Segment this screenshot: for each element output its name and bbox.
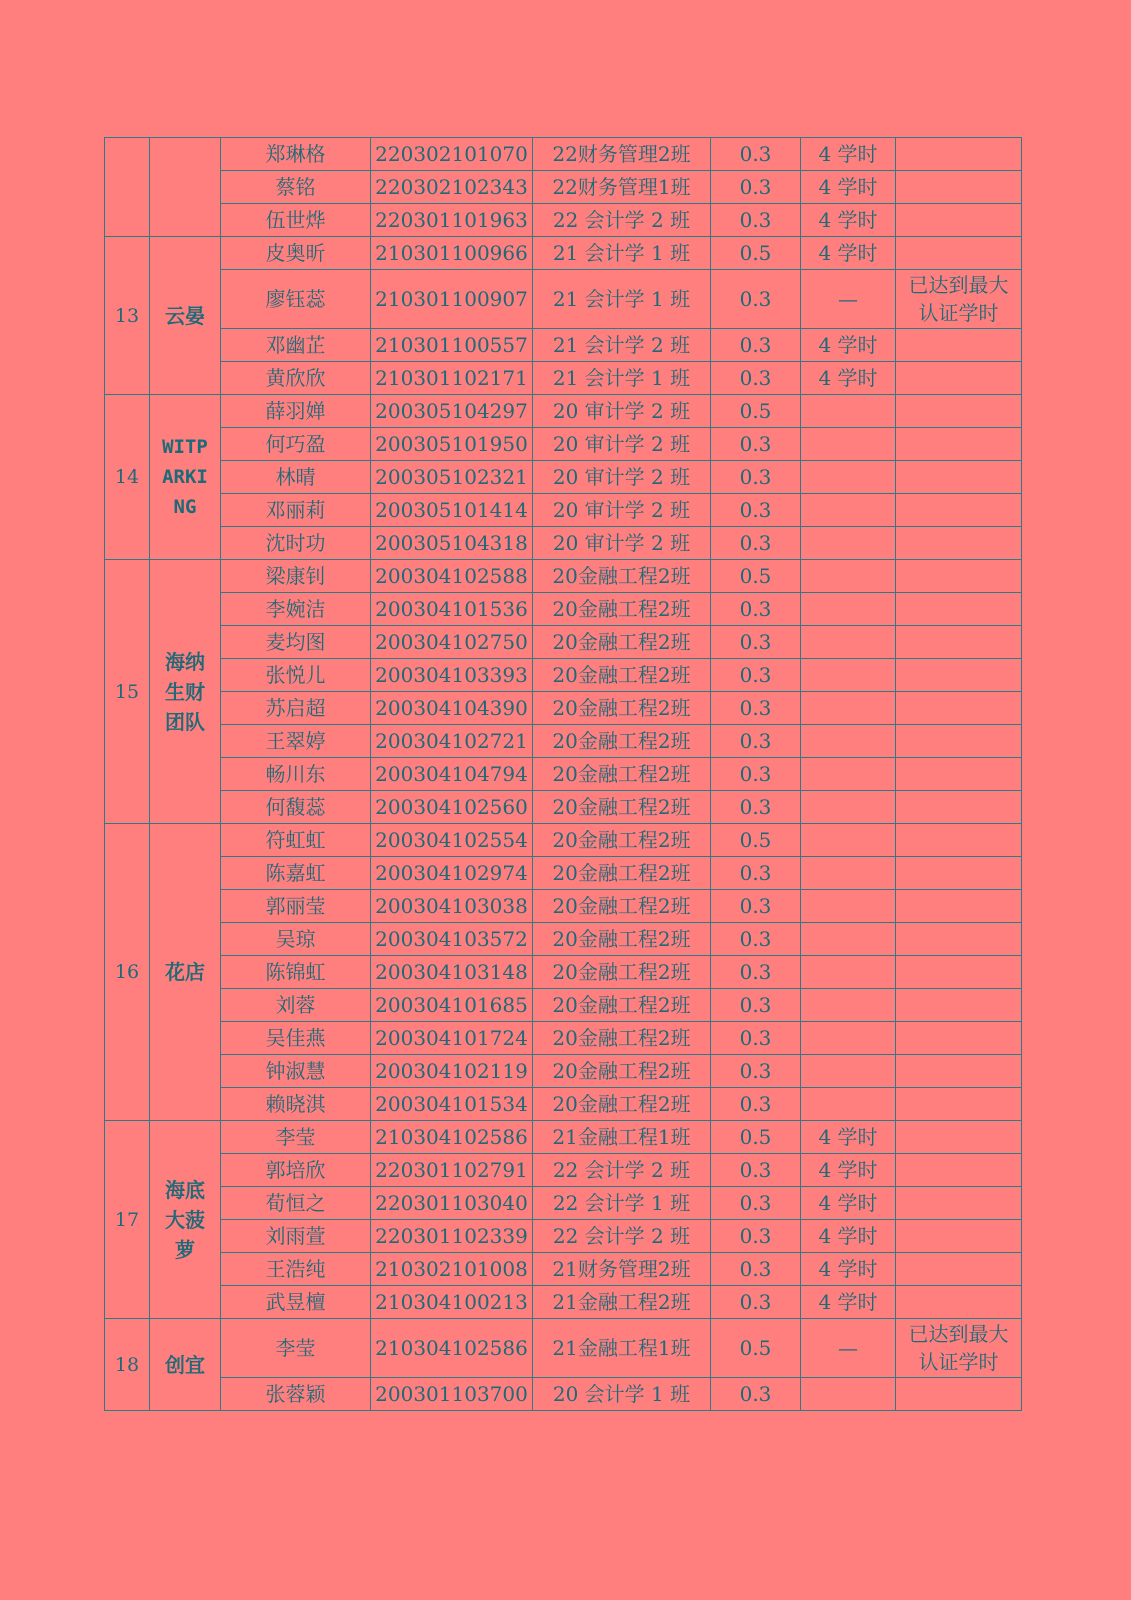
group-number: 15: [105, 560, 150, 824]
member-name: 黄欣欣: [221, 362, 371, 395]
member-name: 张蓉颖: [221, 1378, 371, 1411]
group-number: 18: [105, 1319, 150, 1411]
remark: [896, 791, 1022, 824]
table-row: [105, 659, 1022, 692]
member-name: 邓幽芷: [221, 329, 371, 362]
credit-hours: [801, 494, 896, 527]
group-number: 17: [105, 1121, 150, 1319]
credit-hours: [801, 560, 896, 593]
table-row: [105, 1187, 1022, 1220]
student-id: 200304104390: [371, 692, 533, 725]
student-id: 200304102721: [371, 725, 533, 758]
remark: [896, 171, 1022, 204]
student-id: 200304102119: [371, 1055, 533, 1088]
score-value: 0.3: [711, 270, 801, 329]
class-name: 20金融工程2班: [533, 593, 711, 626]
table-row: [105, 527, 1022, 560]
table-row: [105, 890, 1022, 923]
remark: [896, 857, 1022, 890]
table-row: [105, 1154, 1022, 1187]
score-value: 0.3: [711, 956, 801, 989]
roster-table: [104, 137, 1022, 1411]
class-name: 20金融工程2班: [533, 725, 711, 758]
credit-hours: [801, 1055, 896, 1088]
student-id: 210304100213: [371, 1286, 533, 1319]
member-name: 皮奥昕: [221, 237, 371, 270]
credit-hours: 4 学时: [801, 138, 896, 171]
credit-hours: [801, 1378, 896, 1411]
class-name: 20金融工程2班: [533, 791, 711, 824]
score-value: 0.3: [711, 692, 801, 725]
score-value: 0.3: [711, 626, 801, 659]
member-name: 陈嘉虹: [221, 857, 371, 890]
score-value: 0.5: [711, 237, 801, 270]
table-row: [105, 329, 1022, 362]
table-row: [105, 791, 1022, 824]
student-id: 200304102554: [371, 824, 533, 857]
credit-hours: [801, 1088, 896, 1121]
student-id: 220301103040: [371, 1187, 533, 1220]
score-value: 0.3: [711, 171, 801, 204]
student-id: 200304102750: [371, 626, 533, 659]
member-name: 薛羽婵: [221, 395, 371, 428]
class-name: 22财务管理1班: [533, 171, 711, 204]
score-value: 0.3: [711, 461, 801, 494]
score-value: 0.3: [711, 791, 801, 824]
member-name: 麦均图: [221, 626, 371, 659]
class-name: 20金融工程2班: [533, 824, 711, 857]
student-id: 200304101534: [371, 1088, 533, 1121]
score-value: 0.3: [711, 593, 801, 626]
credit-hours: [801, 725, 896, 758]
score-value: 0.3: [711, 527, 801, 560]
score-value: 0.5: [711, 395, 801, 428]
student-id: 210304102586: [371, 1121, 533, 1154]
student-id: 200304101685: [371, 989, 533, 1022]
credit-hours: [801, 428, 896, 461]
member-name: 符虹虹: [221, 824, 371, 857]
class-name: 20金融工程2班: [533, 758, 711, 791]
remark: [896, 758, 1022, 791]
remark: [896, 237, 1022, 270]
class-name: 20金融工程2班: [533, 1055, 711, 1088]
member-name: 苏启超: [221, 692, 371, 725]
remark: [896, 923, 1022, 956]
class-name: 20金融工程2班: [533, 857, 711, 890]
credit-hours: 4 学时: [801, 1220, 896, 1253]
group-number: 16: [105, 824, 150, 1121]
student-id: 220301102339: [371, 1220, 533, 1253]
class-name: 22 会计学 2 班: [533, 1220, 711, 1253]
class-name: 20 审计学 2 班: [533, 461, 711, 494]
credit-hours: 4 学时: [801, 204, 896, 237]
table-row: [105, 593, 1022, 626]
score-value: 0.3: [711, 857, 801, 890]
score-value: 0.3: [711, 1378, 801, 1411]
score-value: 0.3: [711, 1154, 801, 1187]
member-name: 何馥蕊: [221, 791, 371, 824]
student-id: 200305101950: [371, 428, 533, 461]
table-row: [105, 395, 1022, 428]
member-name: 李莹: [221, 1319, 371, 1378]
class-name: 22 会计学 1 班: [533, 1187, 711, 1220]
member-name: 王浩纯: [221, 1253, 371, 1286]
score-value: 0.3: [711, 1286, 801, 1319]
member-name: 郭丽莹: [221, 890, 371, 923]
student-id: 200305104297: [371, 395, 533, 428]
table-row: [105, 1022, 1022, 1055]
table-row: [105, 237, 1022, 270]
team-name: 创宜: [150, 1319, 221, 1411]
class-name: 20金融工程2班: [533, 923, 711, 956]
score-value: 0.3: [711, 362, 801, 395]
class-name: 20 审计学 2 班: [533, 428, 711, 461]
credit-hours: 4 学时: [801, 1187, 896, 1220]
remark: [896, 329, 1022, 362]
score-value: 0.3: [711, 1253, 801, 1286]
student-id: 200304103038: [371, 890, 533, 923]
table-row: [105, 956, 1022, 989]
credit-hours: 4 学时: [801, 1253, 896, 1286]
team-name: 云晏: [150, 237, 221, 395]
score-value: 0.3: [711, 138, 801, 171]
class-name: 21金融工程1班: [533, 1319, 711, 1378]
score-value: 0.3: [711, 428, 801, 461]
credit-hours: —: [801, 1319, 896, 1378]
team-name: 海纳生财团队: [150, 560, 221, 824]
remark: [896, 204, 1022, 237]
student-id: 210301100557: [371, 329, 533, 362]
score-value: 0.3: [711, 758, 801, 791]
class-name: 21 会计学 2 班: [533, 329, 711, 362]
table-row: [105, 923, 1022, 956]
remark: [896, 1055, 1022, 1088]
member-name: 何巧盈: [221, 428, 371, 461]
student-id: 220301102791: [371, 1154, 533, 1187]
table-row: [105, 461, 1022, 494]
class-name: 20金融工程2班: [533, 890, 711, 923]
student-id: 210301100966: [371, 237, 533, 270]
credit-hours: [801, 923, 896, 956]
remark: 已达到最大认证学时: [896, 1319, 1022, 1378]
table-row: [105, 1220, 1022, 1253]
member-name: 钟淑慧: [221, 1055, 371, 1088]
score-value: 0.3: [711, 494, 801, 527]
member-name: 郭培欣: [221, 1154, 371, 1187]
student-id: 210302101008: [371, 1253, 533, 1286]
student-id: 220302102343: [371, 171, 533, 204]
table-row: [105, 725, 1022, 758]
member-name: 李婉洁: [221, 593, 371, 626]
remark: [896, 395, 1022, 428]
class-name: 20金融工程2班: [533, 1022, 711, 1055]
team-name: 花店: [150, 824, 221, 1121]
score-value: 0.3: [711, 1088, 801, 1121]
score-value: 0.3: [711, 890, 801, 923]
student-id: 220302101070: [371, 138, 533, 171]
remark: [896, 1121, 1022, 1154]
class-name: 20金融工程2班: [533, 989, 711, 1022]
class-name: 22财务管理2班: [533, 138, 711, 171]
member-name: 吴琼: [221, 923, 371, 956]
remark: [896, 428, 1022, 461]
score-value: 0.5: [711, 1319, 801, 1378]
credit-hours: 4 学时: [801, 237, 896, 270]
student-id: 200304101724: [371, 1022, 533, 1055]
table-row: [105, 362, 1022, 395]
credit-hours: [801, 461, 896, 494]
credit-hours: [801, 626, 896, 659]
credit-hours: [801, 824, 896, 857]
class-name: 21 会计学 1 班: [533, 362, 711, 395]
member-name: 伍世烨: [221, 204, 371, 237]
student-id: 200304102560: [371, 791, 533, 824]
team-name: 海底大菠萝: [150, 1121, 221, 1319]
remark: [896, 1088, 1022, 1121]
remark: [896, 1286, 1022, 1319]
class-name: 20金融工程2班: [533, 626, 711, 659]
student-id: 220301101963: [371, 204, 533, 237]
class-name: 20金融工程2班: [533, 1088, 711, 1121]
score-value: 0.3: [711, 1220, 801, 1253]
member-name: 李莹: [221, 1121, 371, 1154]
remark: [896, 138, 1022, 171]
class-name: 20 会计学 1 班: [533, 1378, 711, 1411]
class-name: 21金融工程2班: [533, 1286, 711, 1319]
credit-hours: 4 学时: [801, 1154, 896, 1187]
remark: [896, 461, 1022, 494]
member-name: 武昱檀: [221, 1286, 371, 1319]
remark: [896, 1022, 1022, 1055]
remark: [896, 1154, 1022, 1187]
credit-hours: [801, 395, 896, 428]
member-name: 畅川东: [221, 758, 371, 791]
student-id: 200304103148: [371, 956, 533, 989]
table-row: [105, 758, 1022, 791]
member-name: 刘雨萱: [221, 1220, 371, 1253]
remark: [896, 659, 1022, 692]
class-name: 21金融工程1班: [533, 1121, 711, 1154]
score-value: 0.3: [711, 1187, 801, 1220]
credit-hours: [801, 758, 896, 791]
student-id: 200304104794: [371, 758, 533, 791]
class-name: 21 会计学 1 班: [533, 270, 711, 329]
remark: [896, 1253, 1022, 1286]
remark: [896, 692, 1022, 725]
group-number: 14: [105, 395, 150, 560]
table-row: [105, 1121, 1022, 1154]
table-row: [105, 989, 1022, 1022]
credit-hours: [801, 956, 896, 989]
class-name: 20金融工程2班: [533, 692, 711, 725]
remark: [896, 362, 1022, 395]
remark: [896, 1220, 1022, 1253]
member-name: 王翠婷: [221, 725, 371, 758]
table-row: [105, 560, 1022, 593]
member-name: 邓丽莉: [221, 494, 371, 527]
class-name: 20 审计学 2 班: [533, 527, 711, 560]
class-name: 20金融工程2班: [533, 659, 711, 692]
table-row: [105, 1253, 1022, 1286]
member-name: 张悦儿: [221, 659, 371, 692]
table-row: [105, 1319, 1022, 1378]
credit-hours: 4 学时: [801, 362, 896, 395]
credit-hours: [801, 791, 896, 824]
score-value: 0.5: [711, 824, 801, 857]
remark: [896, 725, 1022, 758]
remark: [896, 494, 1022, 527]
student-id: 200304103393: [371, 659, 533, 692]
remark: [896, 989, 1022, 1022]
credit-hours: [801, 890, 896, 923]
remark: [896, 527, 1022, 560]
class-name: 22 会计学 2 班: [533, 1154, 711, 1187]
class-name: 20 审计学 2 班: [533, 395, 711, 428]
class-name: 20金融工程2班: [533, 956, 711, 989]
class-name: 21财务管理2班: [533, 1253, 711, 1286]
credit-hours: [801, 857, 896, 890]
member-name: 郑琳格: [221, 138, 371, 171]
credit-hours: [801, 1022, 896, 1055]
student-id: 200304101536: [371, 593, 533, 626]
class-name: 20 审计学 2 班: [533, 494, 711, 527]
table-row: [105, 428, 1022, 461]
score-value: 0.3: [711, 989, 801, 1022]
remark: 已达到最大认证学时: [896, 270, 1022, 329]
table-row: [105, 1088, 1022, 1121]
member-name: 荀恒之: [221, 1187, 371, 1220]
table-row: [105, 857, 1022, 890]
credit-hours: 4 学时: [801, 1286, 896, 1319]
credit-hours: 4 学时: [801, 1121, 896, 1154]
remark: [896, 824, 1022, 857]
remark: [896, 956, 1022, 989]
table-row: [105, 824, 1022, 857]
credit-hours: 4 学时: [801, 329, 896, 362]
group-number: 13: [105, 237, 150, 395]
score-value: 0.3: [711, 923, 801, 956]
score-value: 0.3: [711, 204, 801, 237]
student-id: 200301103700: [371, 1378, 533, 1411]
class-name: 22 会计学 2 班: [533, 204, 711, 237]
member-name: 蔡铭: [221, 171, 371, 204]
score-value: 0.3: [711, 725, 801, 758]
table-row: [105, 204, 1022, 237]
remark: [896, 593, 1022, 626]
member-name: 吴佳燕: [221, 1022, 371, 1055]
student-id: 200305104318: [371, 527, 533, 560]
table-row: [105, 692, 1022, 725]
table-row: [105, 1378, 1022, 1411]
student-id: 200305101414: [371, 494, 533, 527]
member-name: 沈时功: [221, 527, 371, 560]
table-row: [105, 1286, 1022, 1319]
score-value: 0.3: [711, 329, 801, 362]
roster-table-body: [105, 138, 1022, 1411]
table-row: [105, 171, 1022, 204]
student-id: 210304102586: [371, 1319, 533, 1378]
member-name: 梁康钊: [221, 560, 371, 593]
remark: [896, 890, 1022, 923]
student-id: 210301102171: [371, 362, 533, 395]
table-row: [105, 270, 1022, 329]
score-value: 0.3: [711, 1022, 801, 1055]
student-id: 200304103572: [371, 923, 533, 956]
member-name: 陈锦虹: [221, 956, 371, 989]
class-name: 20金融工程2班: [533, 560, 711, 593]
student-id: 200305102321: [371, 461, 533, 494]
remark: [896, 1187, 1022, 1220]
credit-hours: [801, 692, 896, 725]
table-row: [105, 626, 1022, 659]
credit-hours: [801, 527, 896, 560]
team-name: WITPARKING: [150, 395, 221, 560]
score-value: 0.5: [711, 560, 801, 593]
credit-hours: —: [801, 270, 896, 329]
score-value: 0.3: [711, 659, 801, 692]
class-name: 21 会计学 1 班: [533, 237, 711, 270]
member-name: 赖晓淇: [221, 1088, 371, 1121]
member-name: 刘蓉: [221, 989, 371, 1022]
credit-hours: 4 学时: [801, 171, 896, 204]
table-row: [105, 138, 1022, 171]
score-value: 0.5: [711, 1121, 801, 1154]
score-value: 0.3: [711, 1055, 801, 1088]
group-number: [105, 138, 150, 237]
student-id: 200304102974: [371, 857, 533, 890]
credit-hours: [801, 989, 896, 1022]
team-name: [150, 138, 221, 237]
table-row: [105, 494, 1022, 527]
remark: [896, 1378, 1022, 1411]
remark: [896, 626, 1022, 659]
member-name: 林晴: [221, 461, 371, 494]
student-id: 200304102588: [371, 560, 533, 593]
student-id: 210301100907: [371, 270, 533, 329]
credit-hours: [801, 659, 896, 692]
remark: [896, 560, 1022, 593]
member-name: 廖钰蕊: [221, 270, 371, 329]
table-row: [105, 1055, 1022, 1088]
credit-hours: [801, 593, 896, 626]
